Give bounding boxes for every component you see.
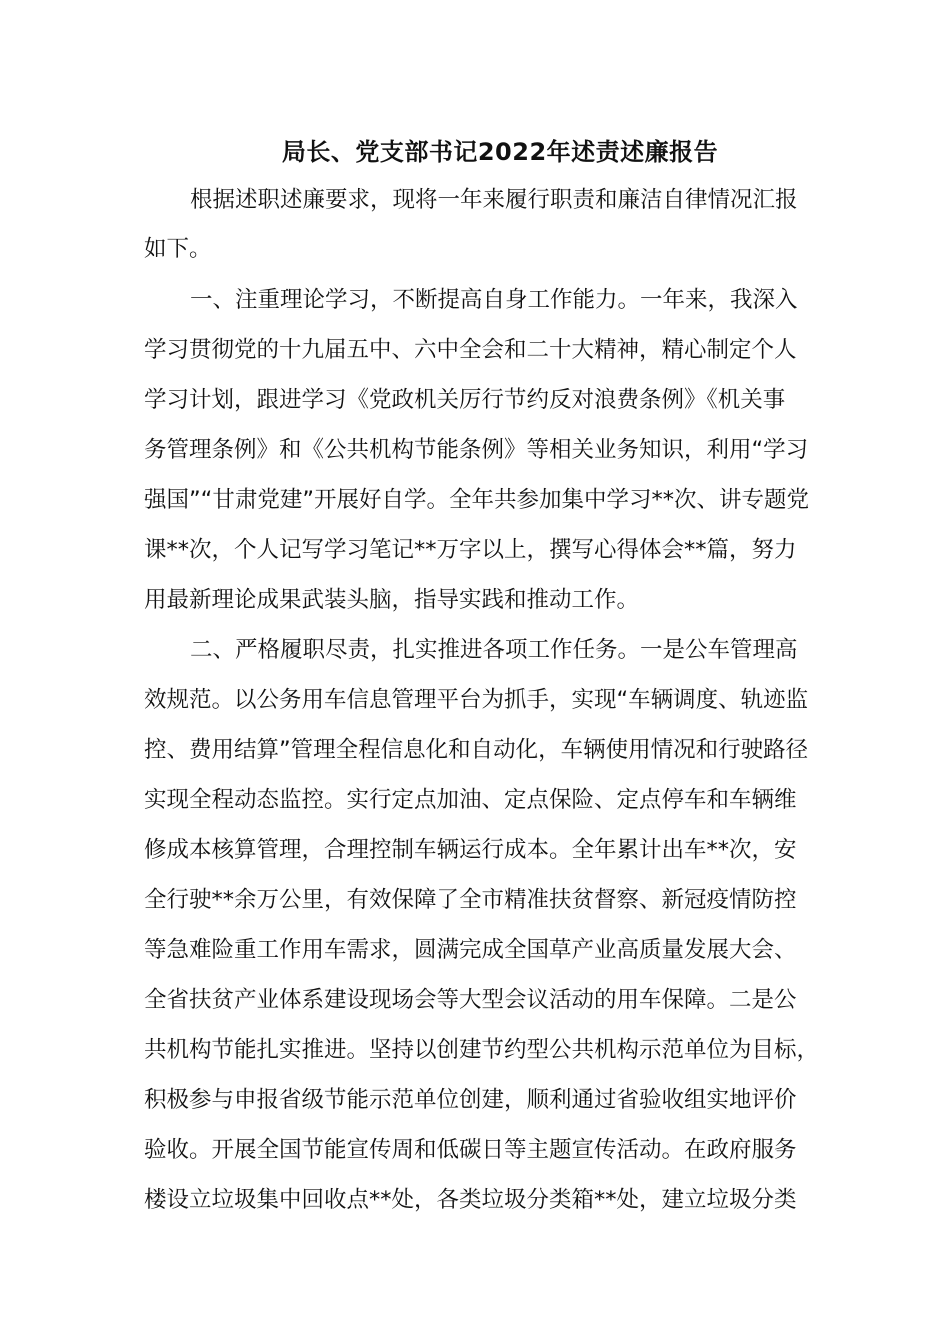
text-line: 学习贯彻党的十九届五中、六中全会和二十大精神，精心制定个人 (144, 337, 797, 363)
text-line: 如下。 (144, 236, 212, 262)
text-line: 用最新理论成果武装头脑，指导实践和推动工作。 (144, 587, 640, 613)
text-line: 务管理条例》和《公共机构节能条例》等相关业务知识，利用“学习 (144, 437, 809, 463)
text-line: 二、严格履职尽责，扎实推进各项工作任务。一是公车管理高 (190, 637, 798, 663)
document-title: 局长、党支部书记2022年述责述廉报告 (281, 138, 719, 166)
text-line: 全省扶贫产业体系建设现场会等大型会议活动的用车保障。二是公 (144, 987, 797, 1013)
text-line: 控、费用结算”管理全程信息化和自动化，车辆使用情况和行驶路径 (144, 737, 809, 763)
text-line: 效规范。以公务用车信息管理平台为抓手，实现“车辆调度、轨迹监 (144, 687, 809, 713)
text-line: 验收。开展全国节能宣传周和低碳日等主题宣传活动。在政府服务 (144, 1137, 797, 1163)
text-line: 楼设立垃圾集中回收点**处，各类垃圾分类箱**处，建立垃圾分类 (144, 1187, 797, 1213)
text-line: 课**次，个人记写学习笔记**万字以上，撰写心得体会**篇，努力 (144, 537, 797, 563)
text-line: 一、注重理论学习，不断提高自身工作能力。一年来，我深入 (190, 287, 798, 313)
text-line: 学习计划，跟进学习《党政机关厉行节约反对浪费条例》《机关事 (144, 387, 786, 413)
text-line: 积极参与申报省级节能示范单位创建，顺利通过省验收组实地评价 (144, 1087, 797, 1113)
text-line: 实现全程动态监控。实行定点加油、定点保险、定点停车和车辆维 (144, 787, 797, 813)
text-line: 等急难险重工作用车需求，圆满完成全国草产业高质量发展大会、 (144, 937, 797, 963)
text-line: 修成本核算管理，合理控制车辆运行成本。全年累计出车**次，安 (144, 837, 797, 863)
text-line: 根据述职述廉要求，现将一年来履行职责和廉洁自律情况汇报 (190, 187, 798, 213)
text-line: 强国”“甘肃党建”开展好自学。全年共参加集中学习**次、讲专题党 (144, 487, 809, 513)
text-line: 共机构节能扎实推进。坚持以创建节约型公共机构示范单位为目标， (144, 1037, 820, 1063)
text-line: 全行驶**余万公里，有效保障了全市精准扶贫督察、新冠疫情防控 (144, 887, 797, 913)
